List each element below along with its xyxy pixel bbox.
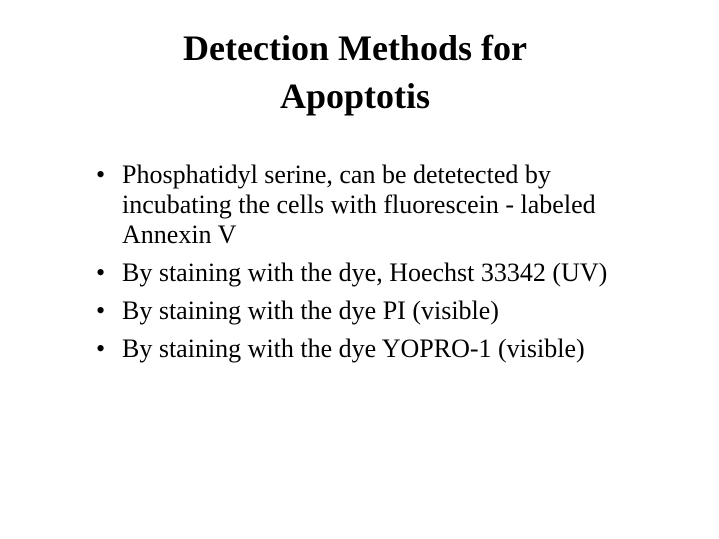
slide-title [60,24,650,120]
bullet-dot-icon: • [96,334,106,363]
bullet-list [96,160,666,372]
slide-title-line-1: Detection Methods for [183,28,527,68]
bullet-item-hoechst [96,258,666,288]
bullet-text: Phosphatidyl serine, can be detetected by incubating the cells with fluorescein - labeled Annexin V [122,160,596,249]
slide-title-line-2: Apoptotis [279,76,431,116]
bullet-text: By staining with the dye YOPRO-1 (visible) [122,334,585,363]
bullet-item-yopro [96,334,666,364]
bullet-dot-icon: • [96,160,106,189]
bullet-item-phosphatidyl-serine [96,160,666,250]
bullet-text: By staining with the dye PI (visible) [122,296,499,325]
bullet-text: By staining with the dye, Hoechst 33342 (UV) [122,258,608,287]
bullet-dot-icon: • [96,296,106,325]
bullet-dot-icon: • [96,258,106,287]
bullet-item-pi [96,296,666,326]
